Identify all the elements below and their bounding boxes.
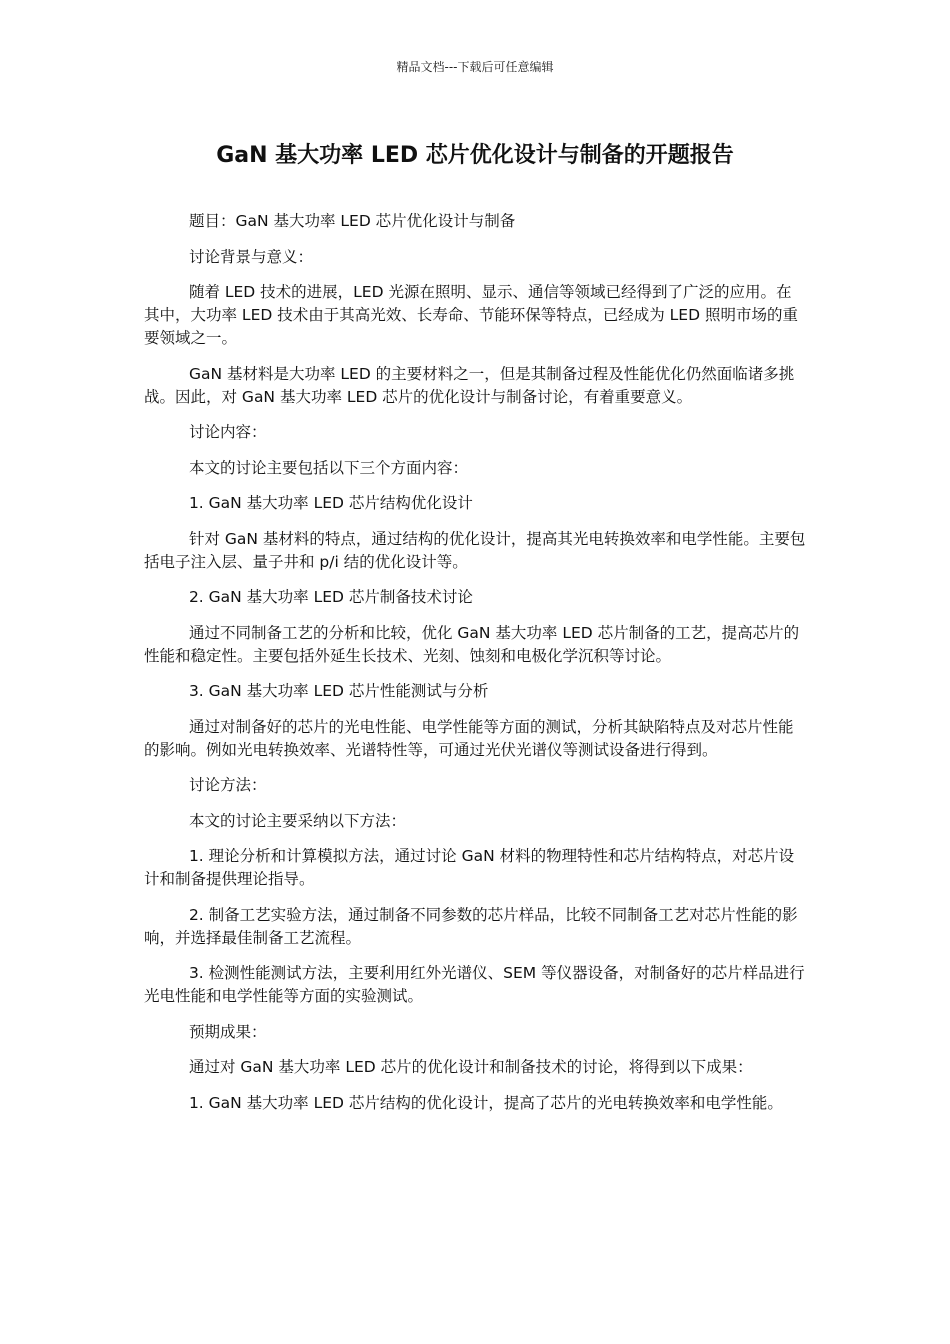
section-heading-background: 讨论背景与意义： (188, 247, 313, 266)
paragraph-method-intro: 本文的讨论主要采纳以下方法： (188, 811, 406, 830)
list-item-method-1: 1. 理论分析和计算模拟方法，通过讨论 GaN 材料的物理特性和芯片结构特点，对芯片设计和制备提供理论指导。 (144, 847, 795, 888)
paragraph-content-intro: 本文的讨论主要包括以下三个方面内容： (188, 458, 468, 477)
page-header: 精品文档---下载后可任意编辑 (396, 60, 554, 74)
list-item-content-1: 1. GaN 基大功率 LED 芯片结构优化设计 (188, 494, 473, 512)
topic-line: 题目：GaN 基大功率 LED 芯片优化设计与制备 (188, 212, 516, 230)
document-body (144, 210, 806, 1127)
paragraph-content-3: 通过对制备好的芯片的光电性能、电学性能等方面的测试，分析其缺陷特点及对芯片性能的影响。例如光电转换效率、光谱特性等，可通过光伏光谱仪等测试设备进行得到。 (144, 717, 794, 759)
paragraph-results-intro: 通过对 GaN 基大功率 LED 芯片的优化设计和制备技术的讨论，将得到以下成果： (188, 1058, 753, 1076)
document-title: GaN 基大功率 LED 芯片优化设计与制备的开题报告 (216, 143, 734, 168)
section-heading-method: 讨论方法： (188, 776, 267, 794)
list-item-method-2: 2. 制备工艺实验方法，通过制备不同参数的芯片样品，比较不同制备工艺对芯片性能的影响，并选择最佳制备工艺流程。 (144, 905, 798, 947)
list-item-content-2: 2. GaN 基大功率 LED 芯片制备技术讨论 (188, 588, 473, 606)
section-heading-content: 讨论内容： (188, 423, 267, 441)
list-item-content-3: 3. GaN 基大功率 LED 芯片性能测试与分析 (188, 682, 489, 700)
paragraph-background-2: GaN 基材料是大功率 LED 的主要材料之一，但是其制备过程及性能优化仍然面临诸多挑战。因此，对 GaN 基大功率 LED 芯片的优化设计与制备讨论，有着重要意义。 (144, 364, 795, 406)
list-item-results-1: 1. GaN 基大功率 LED 芯片结构的优化设计，提高了芯片的光电转换效率和电学性能。 (188, 1093, 783, 1112)
paragraph-background-1: 随着 LED 技术的进展，LED 光源在照明、显示、通信等领域已经得到了广泛的应用。在其中，大功率 LED 技术由于其高光效、长寿命、节能环保等特点，已经成为 LED 照明市场的重要领域之一。 (144, 283, 798, 347)
list-item-method-3: 3. 检测性能测试方法，主要利用红外光谱仪、SEM 等仪器设备，对制备好的芯片样品进行光电性能和电学性能等方面的实验测试。 (144, 964, 805, 1005)
paragraph-content-1: 针对 GaN 基材料的特点，通过结构的优化设计，提高其光电转换效率和电学性能。主要包括电子注入层、量子井和 p/i 结的优化设计等。 (144, 529, 806, 571)
paragraph-content-2: 通过不同制备工艺的分析和比较，优化 GaN 基大功率 LED 芯片制备的工艺，提高芯片的性能和稳定性。主要包括外延生长技术、光刻、蚀刻和电极化学沉积等讨论。 (144, 623, 800, 665)
section-heading-results: 预期成果： (188, 1022, 267, 1041)
